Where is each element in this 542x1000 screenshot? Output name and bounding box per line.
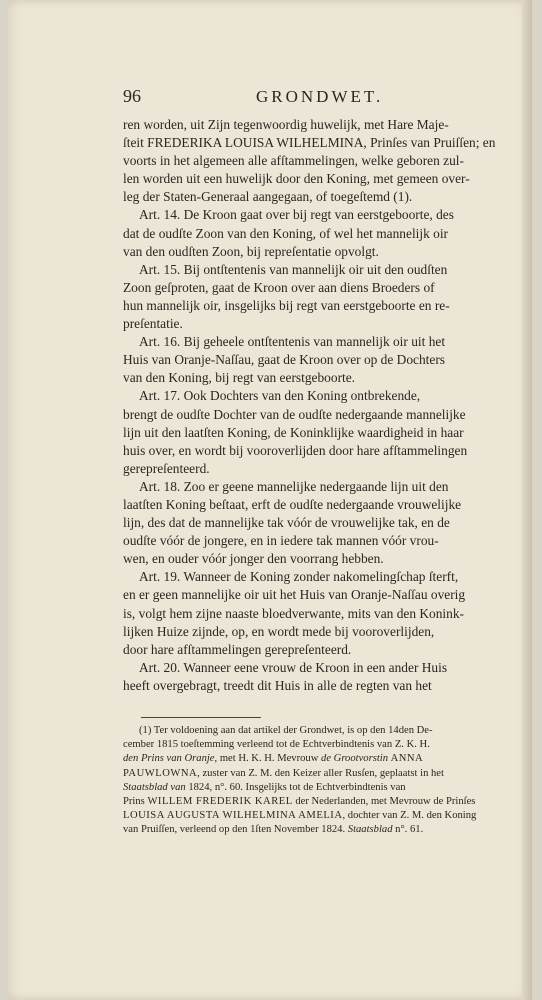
footnote-staatsblad-ref: Staatsblad van [123,781,186,793]
footnote-part-a: (1) Ter voldoening aan dat artikel der Grondwet, is op den 14den De- cember 1815 toeſtemming verleend tot de Echtverbindtenis van Z. K. H. [123,725,433,751]
article-17: Art. 17. Ook Dochters van den Koning ontbrekende, brengt de oudſte Dochter van de oudſte nedergaande mannelijke lijn uit den laatſten Koning, de Koninklijke waardigheid in haar huis over, en wordt bij vooroverlijden door hare afſtammelingen gerepreſenteerd. [123,388,468,476]
article-16: Art. 16. Bij geheele ontſtentenis van mannelijk oir uit het Huis van Oranje-Naſſau, gaat de Kroon over op de Dochters van den Koning, bij regt van eerstgeboorte. [123,334,446,386]
footnote-part-f: , zuster van Z. M. den Keizer aller Rusſen, geplaatst in het [197,767,444,779]
footnote-prince-name: den Prins van Oranje [123,753,215,765]
footnote-part-h: 1824, n°. 60. Insgelijks tot de Echtverbindtenis van Prins [123,781,406,808]
footnote-title: de Grootvorstin [321,753,389,765]
footnote [123,724,514,838]
running-head [123,86,513,112]
footnote-divider [141,717,261,718]
footnote-staatsblad-ref-2: Staatsblad [347,824,393,836]
footnote-willem-name: WILLEM FREDERIK KAREL [147,796,293,808]
article-18: Art. 18. Zoo er geene mannelijke nedergaande lijn uit den laatſten Koning beſtaat, erft de oudſte nedergaande vrouwelijke lijn, des dat de mannelijke tak vóór de vrouwelijke tak, en de oudſte vóór de jongere, en in iedere tak mannen vóór vrou- wen, en ouder vóór jonger den voorrang hebben. [123,478,462,567]
article-19: Art. 19. Wanneer de Koning zonder nakomelingſchap ſterft, en er geen mannelijke oir uit het Huis van Oranje-Naſſau overig is, volgt hem zijne naaste bloedverwante, mits van den Konink- lijken Huize zijnde, op, en wordt mede bij vooroverlijden, door hare afſtammelingen gerepreſenteerd. [123,569,466,657]
footnote-part-l: , dochter van Z. M. den Koning van Pruiſſen, verleend op den 1ſten November 1824. [123,810,477,836]
page-number: 96 [123,86,141,106]
article-15: Art. 15. Bij ontſtentenis van mannelijk oir uit den oudſten Zoon geſproten, gaat de Kroon over aan diens Broeders of hun mannelijk oir, insgelijks bij regt van eerstgeboorte en re- preſentatie. [123,261,450,332]
footnote-louisa-name: LOUISA AUGUSTA WILHELMINA AMELIA [123,810,343,822]
footnote-anna-name: ANNA PAUWLOWNA [123,753,424,779]
footnote-part-n: n°. 61. [392,824,424,836]
page-edge-shadow [522,0,532,1000]
footnote-part-c: , met H. K. H. Mevrouw [214,753,322,765]
footnote-part-j: der Nederlanden, met Mevrouw de Prinſes [295,796,476,808]
article-14: Art. 14. De Kroon gaat over bij regt van eerstgeboorte, des dat de oudſte Zoon van den Koning, of wel het mannelijk oir van den oudſten Zoon, bij repreſentatie opvolgt. [123,207,454,259]
footnote-text [123,724,514,838]
body-text [123,116,514,695]
article-20: Art. 20. Wanneer eene vrouw de Kroon in een ander Huis heeft overgebragt, treedt dit Huis in alle de regten van het [123,659,448,693]
running-title: GRONDWET. [256,87,384,106]
paragraph-continuation: ren worden, uit Zijn tegenwoordig huwelijk, met Hare Maje- ſteit FREDERIKA LOUISA WILHELMINA, Prinſes van Pruiſſen; en voorts in het algemeen alle afſtammelingen, welke geboren zul- len worden uit een huwelijk door den Koning, met gemeen over- leg der Staten-Generaal aangegaan, of toegeſtemd (1). [123,117,496,205]
